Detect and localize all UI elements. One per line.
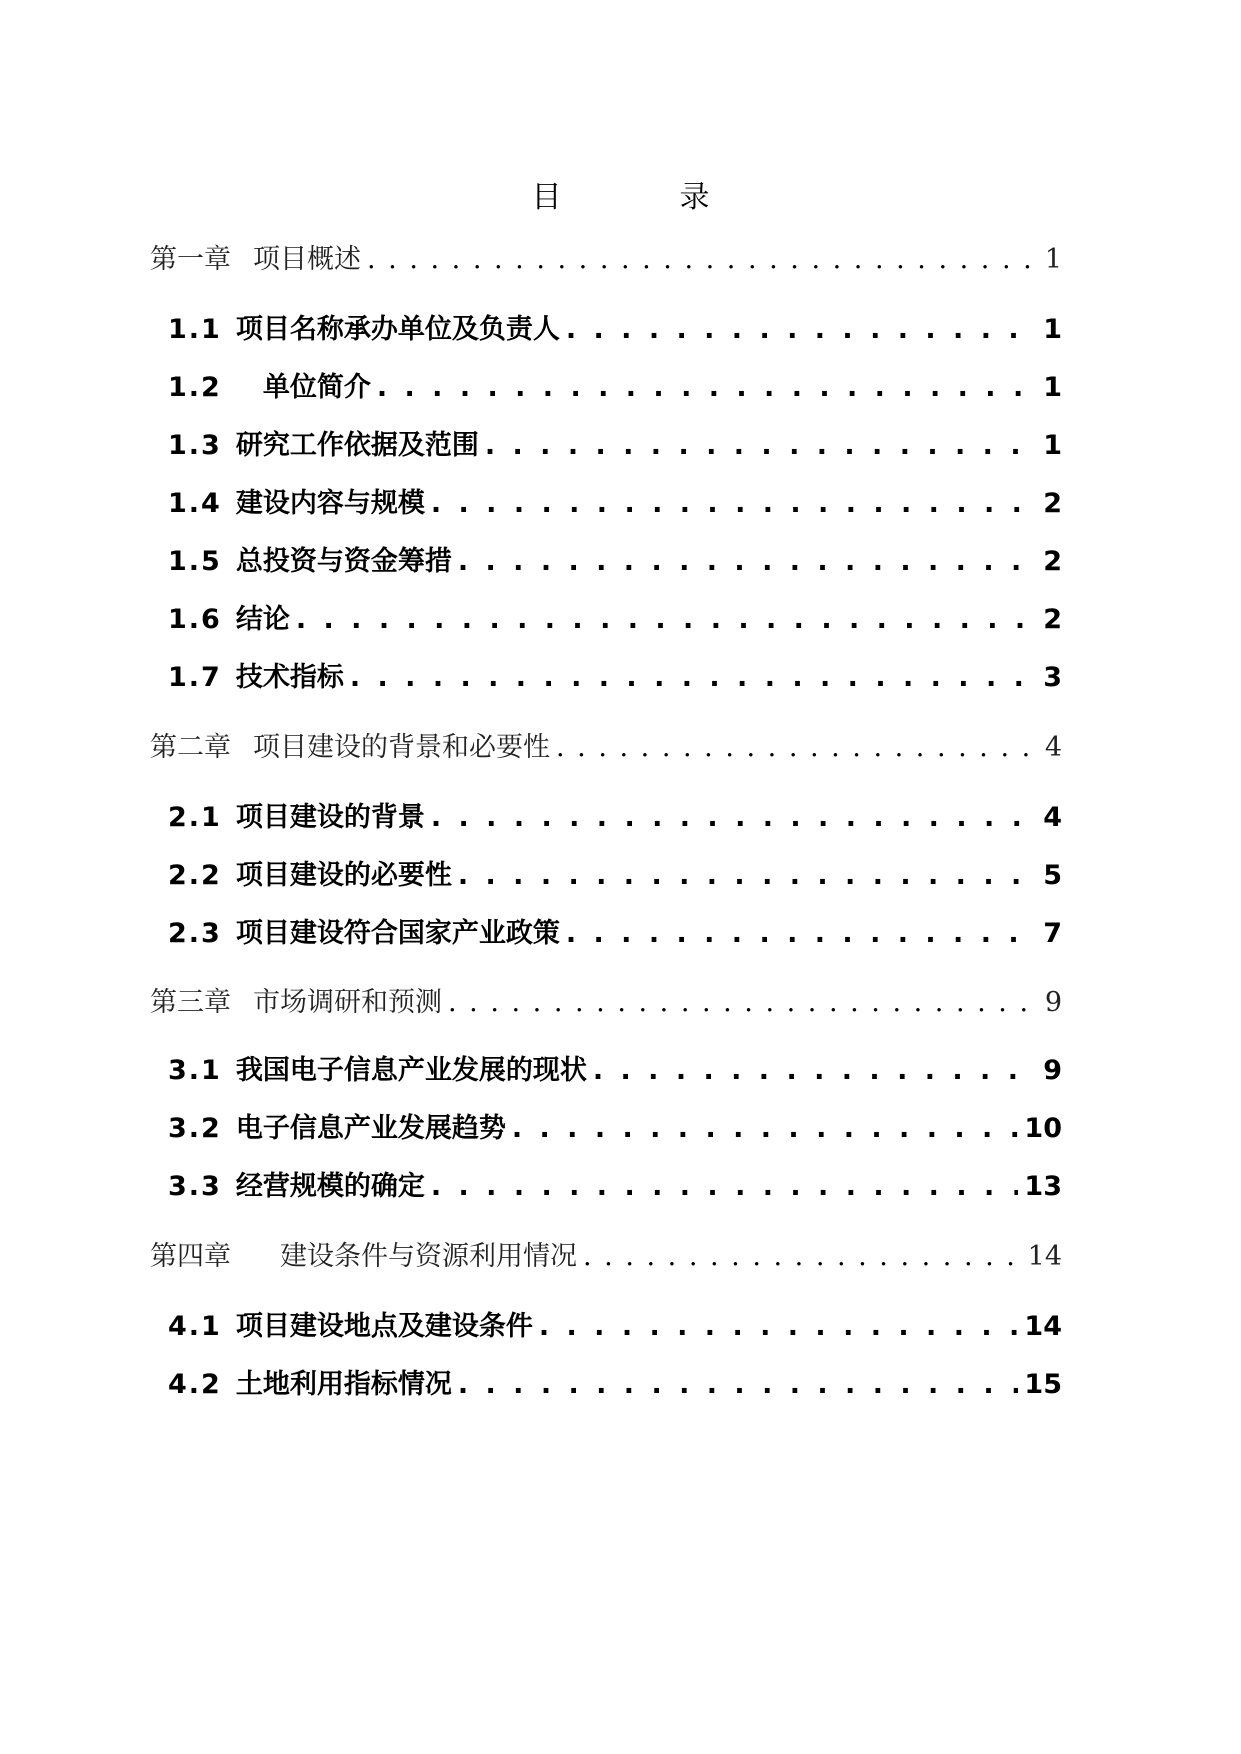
chapter-number: 第三章 — [150, 987, 231, 1018]
toc-section-3-3[interactable] — [168, 1164, 1062, 1203]
page-number: 5 — [1043, 860, 1062, 891]
chapter-title: 项目概述 — [253, 244, 361, 275]
toc-section-1-3[interactable] — [168, 423, 1062, 462]
dot-leader — [566, 918, 1037, 949]
section-title: 经营规模的确定 — [235, 1171, 425, 1202]
dot-leader — [458, 546, 1037, 577]
section-number: 2.2 — [168, 860, 222, 891]
section-title: 项目建设的背景 — [235, 802, 425, 833]
section-title: 结论 — [235, 604, 290, 635]
section-title: 项目建设符合国家产业政策 — [235, 918, 560, 949]
page-number: 2 — [1043, 488, 1062, 519]
toc-section-2-3[interactable] — [168, 911, 1062, 950]
page-number: 9 — [1044, 987, 1062, 1018]
dot-leader — [431, 1171, 1019, 1202]
dot-leader — [377, 372, 1037, 403]
chapter-number: 第四章 — [150, 1241, 231, 1272]
page-number: 9 — [1043, 1055, 1062, 1086]
section-number: 1.2 — [168, 372, 222, 403]
dot-leader — [448, 987, 1039, 1018]
toc-section-1-1[interactable] — [168, 307, 1062, 346]
section-title: 电子信息产业发展趋势 — [235, 1113, 506, 1144]
toc-section-3-1[interactable] — [168, 1048, 1062, 1087]
section-number: 3.1 — [168, 1055, 222, 1086]
chapter-title: 建设条件与资源利用情况 — [253, 1241, 577, 1272]
page-number: 14 — [1024, 1311, 1062, 1342]
dot-leader — [556, 732, 1039, 763]
toc-section-1-2[interactable] — [168, 365, 1062, 404]
dot-leader — [350, 662, 1037, 693]
page-number: 1 — [1044, 244, 1062, 275]
dot-leader — [539, 1311, 1019, 1342]
page-number: 1 — [1043, 430, 1062, 461]
chapter-title: 市场调研和预测 — [253, 987, 442, 1018]
dot-leader — [583, 1241, 1022, 1272]
section-number: 1.4 — [168, 488, 222, 519]
section-title: 项目名称承办单位及负责人 — [235, 314, 560, 345]
toc-section-4-1[interactable] — [168, 1304, 1062, 1343]
chapter-title: 项目建设的背景和必要性 — [253, 732, 550, 763]
section-title: 项目建设地点及建设条件 — [235, 1311, 533, 1342]
toc-section-2-2[interactable] — [168, 853, 1062, 892]
page-number: 15 — [1024, 1369, 1062, 1400]
toc-chapter-2[interactable] — [150, 725, 1062, 764]
toc-chapter-3[interactable] — [150, 980, 1062, 1019]
section-title: 研究工作依据及范围 — [235, 430, 479, 461]
page-number: 10 — [1024, 1113, 1062, 1144]
page-number: 2 — [1043, 546, 1062, 577]
section-number: 1.3 — [168, 430, 222, 461]
section-title: 土地利用指标情况 — [235, 1369, 452, 1400]
page-number: 7 — [1043, 918, 1062, 949]
page-number: 14 — [1027, 1241, 1062, 1272]
toc-chapter-4[interactable] — [150, 1234, 1062, 1273]
page-number: 4 — [1044, 732, 1062, 763]
chapter-number: 第一章 — [150, 244, 231, 275]
toc-section-4-2[interactable] — [168, 1362, 1062, 1401]
section-number: 1.7 — [168, 662, 222, 693]
dot-leader — [296, 604, 1037, 635]
page-number: 1 — [1043, 314, 1062, 345]
chapter-number: 第二章 — [150, 732, 231, 763]
section-title: 项目建设的必要性 — [235, 860, 452, 891]
dot-leader — [566, 314, 1037, 345]
toc-section-1-4[interactable] — [168, 481, 1062, 520]
dot-leader — [593, 1055, 1037, 1086]
section-title: 总投资与资金筹措 — [235, 546, 452, 577]
page-number: 1 — [1043, 372, 1062, 403]
dot-leader — [367, 244, 1039, 275]
section-number: 2.1 — [168, 802, 222, 833]
toc-section-1-6[interactable] — [168, 597, 1062, 636]
page-number: 13 — [1024, 1171, 1062, 1202]
toc-section-2-1[interactable] — [168, 795, 1062, 834]
section-number: 1.5 — [168, 546, 222, 577]
dot-leader — [458, 1369, 1019, 1400]
page-number: 4 — [1043, 802, 1062, 833]
section-number: 4.2 — [168, 1369, 222, 1400]
dot-leader — [431, 488, 1037, 519]
dot-leader — [512, 1113, 1019, 1144]
dot-leader — [485, 430, 1037, 461]
page-number: 2 — [1043, 604, 1062, 635]
section-title: 建设内容与规模 — [235, 488, 425, 519]
section-number: 3.2 — [168, 1113, 222, 1144]
section-title: 技术指标 — [235, 662, 344, 693]
page-number: 3 — [1043, 662, 1062, 693]
toc-section-1-5[interactable] — [168, 539, 1062, 578]
toc-title: 目 录 — [531, 180, 754, 215]
toc-section-1-7[interactable] — [168, 655, 1062, 694]
toc-section-3-2[interactable] — [168, 1106, 1062, 1145]
section-number: 1.6 — [168, 604, 222, 635]
section-title: 我国电子信息产业发展的现状 — [235, 1055, 587, 1086]
toc-chapter-1[interactable] — [150, 237, 1062, 276]
section-number: 1.1 — [168, 314, 222, 345]
dot-leader — [431, 802, 1037, 833]
section-number: 4.1 — [168, 1311, 222, 1342]
section-number: 2.3 — [168, 918, 222, 949]
section-number: 3.3 — [168, 1171, 222, 1202]
dot-leader — [458, 860, 1037, 891]
section-title: 单位简介 — [235, 372, 371, 403]
